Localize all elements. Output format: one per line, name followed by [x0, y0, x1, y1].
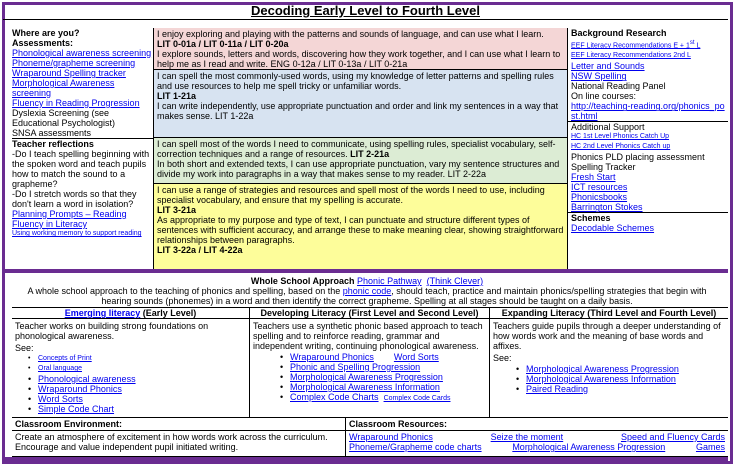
schemes-heading: Schemes [571, 213, 611, 224]
col-expanding-head: Expanding Literacy (Third Level and Fourth Level) [490, 308, 728, 319]
complex-charts-link[interactable]: Complex Code Charts [290, 392, 379, 402]
col-expanding [490, 307, 728, 418]
fresh-start-link[interactable]: Fresh Start [571, 172, 616, 183]
phonicsbooks-link[interactable]: Phonicsbooks [571, 192, 628, 203]
url-link[interactable]: http://teaching-reading.org/phonics_post.html [571, 101, 725, 122]
level-early-text: I enjoy exploring and playing with the patterns and sounds of language, and can use what I learn. [157, 29, 544, 39]
eef1-end: L [694, 42, 701, 50]
level-third [154, 184, 567, 269]
oral-link[interactable]: Oral language [38, 365, 82, 372]
level-second-text2: In both short and extended texts, I can use appropriate punctuation, vary my sentence structures and divide my work into paragraphs in a way that makes sense to my reader. LIT 2-22a [157, 159, 560, 179]
assess-link-morph[interactable]: Morphological Awareness screening [12, 78, 115, 98]
level-first-code: LIT 1-21a [157, 91, 197, 101]
letters-sounds-link[interactable]: Letter and Sounds [571, 61, 645, 72]
eef1-link[interactable] [571, 38, 725, 51]
level-second [154, 138, 567, 184]
col-expanding-text: Teachers guide pupils through a deeper understanding of how words work and the meaning of base words and affixes. [493, 321, 721, 351]
level-early-text2: I explore sounds, letters and words, discovering how they work together, and I can use what I learn to help me as I read and write. ENG 0-12a / LIT 0-13a / LIT 0-21a [157, 49, 561, 69]
col-emerging-see: See: [15, 343, 34, 353]
env-heading: Classroom Environment: [12, 418, 345, 431]
emerging-link[interactable]: Emerging literacy [64, 308, 141, 318]
level-third-code: LIT 3-21a [157, 205, 197, 215]
whole-desc-a: A whole school approach to the teaching of phonics and spelling, based on the [27, 286, 343, 296]
where-heading: Where are you? [12, 28, 80, 38]
support-heading: Additional Support [568, 121, 728, 132]
divider-bar [3, 269, 728, 273]
wrap-link-1[interactable]: Wraparound Phonics [38, 384, 122, 394]
complex-cards-link[interactable]: Complex Code Cards [383, 395, 451, 402]
env-box [12, 418, 345, 457]
col-developing-text: Teachers use a synthetic phonic based approach to teach spelling and to reinforce reading, grammar and independent writing, continuing phonological awareness. [253, 321, 483, 351]
whole-desc-b: , should teach, practice and maintain phonics/spelling strategies that begin with hearing sounds (phonemes) in a word and then identify the correct grapheme. Spelling at all stages should be taught on a daily basis. [101, 286, 707, 306]
res-games-link[interactable]: Games [695, 442, 725, 452]
nsw-link[interactable]: NSW Spelling [571, 71, 627, 82]
level-third-code2: LIT 3-22a / LIT 4-22a [157, 245, 243, 255]
reflect-link-memory[interactable]: Using working memory to support reading [12, 230, 142, 237]
assess-link-fluency[interactable]: Fluency in Reading Progression [12, 98, 140, 108]
morph-info-link-1[interactable]: Morphological Awareness Information [290, 382, 440, 392]
res-box [345, 418, 728, 457]
env-text: Create an atmosphere of excitement in how words work across the curriculum. Encourage and value independent pupil initiated writing. [15, 432, 328, 452]
bg-heading: Background Research [571, 28, 667, 38]
bottom-bar [3, 457, 728, 461]
word-sorts-link-2[interactable]: Word Sorts [393, 352, 439, 362]
phonic-pathway-link[interactable]: Phonic Pathway [357, 276, 422, 286]
reflect-heading: Teacher reflections [12, 139, 94, 149]
res-seize-link[interactable]: Seize the moment [490, 432, 564, 442]
col-expanding-list [490, 364, 728, 394]
hc2-link[interactable]: HC 2nd Level Phonics Catch up [571, 143, 671, 151]
level-early-code: LIT 0-01a / LIT 0-11a / LIT 0-20a [157, 39, 289, 49]
hc1-link[interactable]: HC 1st Level Phonics Catch Up [571, 133, 670, 141]
col-emerging [12, 307, 250, 418]
page-title: Decoding Early Level to Fourth Level [3, 3, 728, 20]
col-emerging-head [12, 308, 249, 319]
eef1-text: EEF Literacy Recommendations E + 1 [571, 42, 690, 50]
level-early [154, 28, 567, 70]
snsa-text: SNSA assessments [12, 128, 153, 139]
whole-heading: Whole School Approach [250, 276, 355, 286]
col-expanding-see: See: [493, 353, 512, 363]
res-row-1 [346, 431, 728, 442]
online-text: On line courses: [571, 91, 637, 102]
wrap-link-2[interactable]: Wraparound Phonics [290, 352, 374, 362]
reflect-text: -Do I teach spelling beginning with the spoken word and teach pupils how to match the sound to a grapheme? -Do I stretch words so that they don't learn a word in isolation? [12, 149, 150, 209]
morph-prog-link-1[interactable]: Morphological Awareness Progression [290, 372, 443, 382]
emerging-head-rest: (Early Level) [140, 308, 197, 318]
assess-link-tracker[interactable]: Wraparound Spelling tracker [12, 68, 126, 78]
level-second-code: LIT 2-21a [350, 149, 390, 159]
col-emerging-text: Teacher works on building strong foundations on phonological awareness. [15, 321, 209, 341]
dyslexia-text: Dyslexia Screening (see Educational Psychologist) [12, 108, 116, 128]
res-wrap-link[interactable]: Wraparound Phonics [349, 432, 433, 442]
paired-reading-link[interactable]: Paired Reading [526, 384, 589, 394]
reflect-link-planning[interactable]: Planning Prompts – Reading Fluency in Literacy [12, 209, 127, 229]
col-developing-list [250, 352, 489, 404]
simple-code-link[interactable]: Simple Code Chart [38, 404, 115, 414]
assess-link-phonological[interactable]: Phonological awareness screening [12, 48, 152, 58]
level-second-text: I can spell most of the words I need to communicate, using spelling rules, specialist vocabulary, self-correction techniques and a range of resources. [157, 139, 556, 159]
barrington-link[interactable]: Barrington Stokes [568, 202, 728, 213]
res-speed-link[interactable]: Speed and Fluency Cards [620, 432, 725, 442]
col-emerging-list [12, 354, 249, 414]
assess-heading: Assessments: [12, 38, 74, 48]
whole-school [8, 276, 726, 306]
phonic-spelling-link[interactable]: Phonic and Spelling Progression [290, 362, 421, 372]
level-first-text2: I can write independently, use appropriate punctuation and order and link my sentences in a way that makes sense. LIT 1-22a [157, 101, 559, 121]
level-third-text2: As appropriate to my purpose and type of text, I can punctuate and structure different types of sentences with sufficient accuracy, and arrange these to make meaning clear, showing straightforward relationships between paragraphs. [157, 215, 564, 245]
res-morph-link[interactable]: Morphological Awareness Progression [512, 442, 666, 452]
left-panel [12, 28, 154, 269]
word-sorts-link-1[interactable]: Word Sorts [38, 394, 83, 404]
level-first [154, 70, 567, 138]
res-phoneme-link[interactable]: Phoneme/Grapheme code charts [349, 442, 482, 452]
level-third-text: I can use a range of strategies and resources and spell most of the words I need to use, including specialist vocabulary, and ensure that my spelling is accurate. [157, 185, 545, 205]
right-panel [567, 28, 728, 269]
col-developing-head: Developing Literacy (First Level and Second Level) [250, 308, 489, 319]
pld-text: Phonics PLD placing assessment [571, 152, 705, 163]
eef2-link[interactable]: EEF Literacy Recommendations 2nd L [571, 52, 691, 60]
level-first-text: I can spell the most commonly-used words, using my knowledge of letter patterns and spelling rules and use resources to help me spell tricky or unfamiliar words. [157, 71, 554, 91]
res-row-2 [346, 442, 728, 452]
res-heading: Classroom Resources: [346, 418, 728, 431]
nrp-text: National Reading Panel [571, 81, 666, 92]
morph-prog-link-2[interactable]: Morphological Awareness Progression [526, 364, 679, 374]
phonic-code-link[interactable]: phonic code [342, 286, 392, 296]
ict-link[interactable]: ICT resources [571, 182, 628, 193]
eef1-sup: st [689, 40, 695, 46]
phono-link[interactable]: Phonological awareness [38, 374, 136, 384]
think-clever-link[interactable]: (Think Clever) [426, 276, 484, 286]
schemes-link[interactable]: Decodable Schemes [571, 223, 655, 234]
assess-link-phoneme[interactable]: Phoneme/grapheme screening [12, 58, 136, 68]
morph-info-link-2[interactable]: Morphological Awareness Information [526, 374, 676, 384]
col-developing [250, 307, 490, 418]
concepts-link[interactable]: Concepts of Print [38, 355, 92, 362]
tracker-text: Spelling Tracker [571, 162, 636, 173]
